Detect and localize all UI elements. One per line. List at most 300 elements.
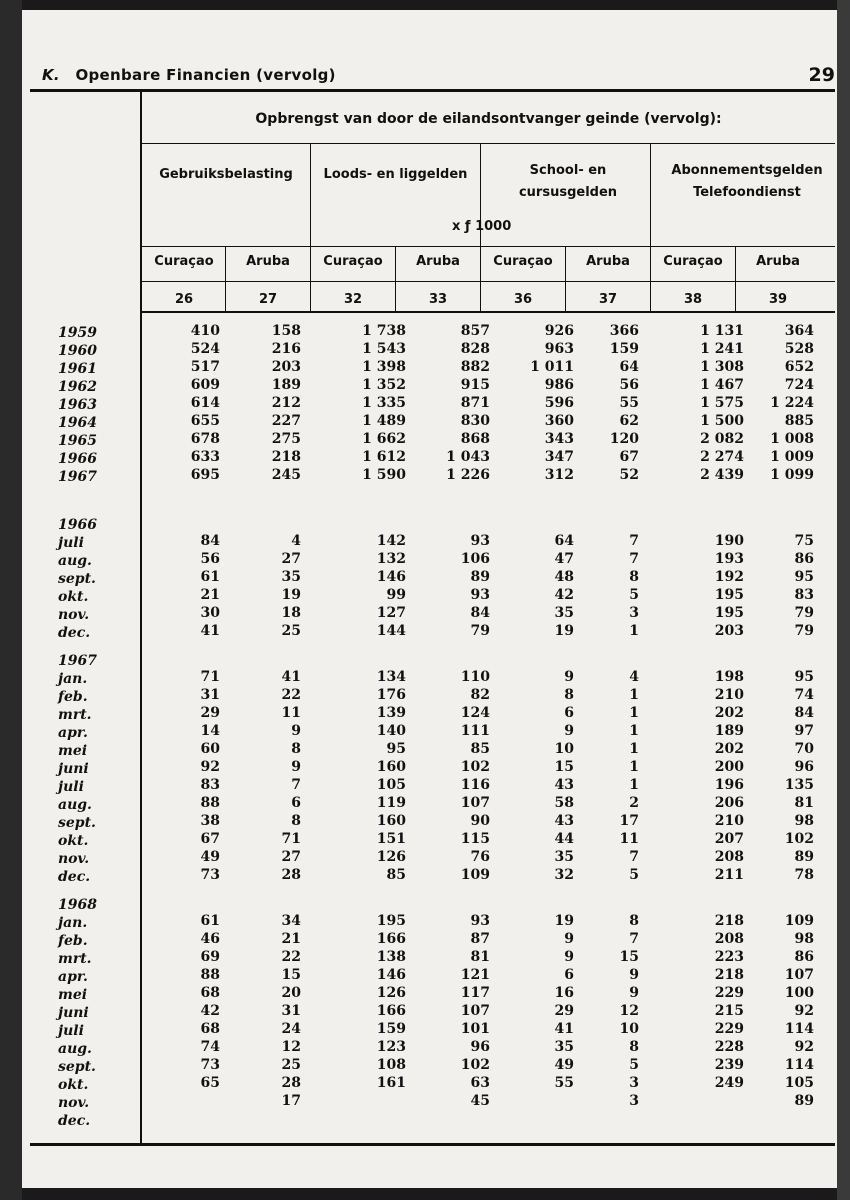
table-cell: 218	[714, 967, 744, 983]
table-cell: 229	[714, 1021, 744, 1037]
table-cell: 189	[271, 377, 301, 393]
row-label: dec.	[58, 869, 91, 885]
table-cell: 135	[784, 777, 814, 793]
table-cell: 208	[714, 849, 744, 865]
table-cell: 1 011	[530, 359, 574, 375]
table-cell: 216	[271, 341, 301, 357]
table-cell: 25	[281, 1057, 301, 1073]
table-cell: 96	[470, 1039, 490, 1055]
row-label: dec.	[58, 625, 91, 641]
table-cell: 146	[376, 967, 406, 983]
table-cell: 19	[281, 587, 301, 603]
table-cell: 81	[470, 949, 490, 965]
table-cell: 55	[619, 395, 639, 411]
table-cell: 963	[544, 341, 574, 357]
table-cell: 19	[554, 623, 574, 639]
row-label: 1966	[58, 517, 97, 533]
table-cell: 22	[281, 687, 301, 703]
table-cell: 67	[619, 449, 639, 465]
column-subheader: Curaçao	[154, 254, 214, 269]
table-cell: 1 489	[362, 413, 406, 429]
table-cell: 61	[200, 913, 220, 929]
table-cell: 1 352	[362, 377, 406, 393]
row-label: okt.	[58, 589, 89, 605]
table-cell: 142	[376, 533, 406, 549]
table-cell: 195	[714, 587, 744, 603]
table-cell: 7	[629, 849, 639, 865]
table-cell: 6	[291, 795, 301, 811]
row-label: 1963	[58, 397, 97, 413]
page-title: Openbare Financien (vervolg)	[75, 66, 336, 84]
row-label: okt.	[58, 833, 89, 849]
column-number: 37	[598, 292, 618, 307]
table-cell: 1 612	[362, 449, 406, 465]
table-cell: 1	[629, 705, 639, 721]
table-cell: 203	[271, 359, 301, 375]
table-cell: 17	[619, 813, 639, 829]
table-cell: 31	[200, 687, 220, 703]
table-cell: 92	[200, 759, 220, 775]
row-label: 1962	[58, 379, 97, 395]
table-cell: 41	[200, 623, 220, 639]
table-cell: 61	[200, 569, 220, 585]
table-cell: 27	[281, 849, 301, 865]
table-cell: 158	[271, 323, 301, 339]
table-cell: 93	[470, 587, 490, 603]
table-cell: 79	[470, 623, 490, 639]
table-cell: 207	[714, 831, 744, 847]
row-label: 1967	[58, 469, 97, 485]
row-label: 1966	[58, 451, 97, 467]
column-subheader: Curaçao	[663, 254, 723, 269]
column-number: 39	[768, 292, 788, 307]
table-cell: 139	[376, 705, 406, 721]
table-cell: 126	[376, 985, 406, 1001]
table-cell: 138	[376, 949, 406, 965]
table-cell: 2 439	[700, 467, 744, 483]
table-cell: 46	[200, 931, 220, 947]
table-cell: 11	[619, 831, 639, 847]
table-cell: 79	[794, 605, 814, 621]
table-cell: 189	[714, 723, 744, 739]
table-cell: 123	[376, 1039, 406, 1055]
table-title: Opbrengst van door de eilandsontvanger geinde (vervolg):	[255, 111, 722, 127]
page-number: 29	[808, 64, 835, 86]
table-cell: 364	[784, 323, 814, 339]
table-cell: 15	[281, 967, 301, 983]
table-cell: 38	[200, 813, 220, 829]
table-cell: 17	[281, 1093, 301, 1109]
table-cell: 208	[714, 931, 744, 947]
table-cell: 9	[564, 723, 574, 739]
title-rule	[142, 143, 835, 144]
row-label: mrt.	[58, 707, 92, 723]
table-cell: 609	[190, 377, 220, 393]
table-cell: 1 043	[446, 449, 490, 465]
table-cell: 98	[794, 931, 814, 947]
group-header-loods-liggelden: Loods- en liggelden	[323, 167, 468, 182]
row-label: dec.	[58, 1113, 91, 1129]
table-cell: 83	[794, 587, 814, 603]
table-cell: 115	[460, 831, 490, 847]
column-subheader: Aruba	[756, 254, 800, 269]
row-label: aug.	[58, 797, 92, 813]
table-cell: 245	[271, 467, 301, 483]
table-cell: 192	[714, 569, 744, 585]
table-cell: 229	[714, 985, 744, 1001]
table-cell: 75	[794, 533, 814, 549]
table-cell: 7	[629, 931, 639, 947]
table-cell: 724	[784, 377, 814, 393]
table-cell: 410	[190, 323, 220, 339]
row-label: juli	[58, 779, 84, 795]
row-label: sept.	[58, 571, 96, 587]
table-cell: 49	[554, 1057, 574, 1073]
table-cell: 2 082	[700, 431, 744, 447]
table-cell: 215	[714, 1003, 744, 1019]
book-spine	[0, 0, 22, 1200]
table-cell: 7	[629, 551, 639, 567]
table-cell: 1	[629, 623, 639, 639]
table-cell: 83	[200, 777, 220, 793]
row-label: 1965	[58, 433, 97, 449]
table-cell: 1 009	[770, 449, 814, 465]
table-cell: 92	[794, 1003, 814, 1019]
table-cell: 166	[376, 931, 406, 947]
table-cell: 203	[714, 623, 744, 639]
table-cell: 41	[554, 1021, 574, 1037]
table-cell: 4	[291, 533, 301, 549]
row-label: mei	[58, 987, 88, 1003]
section-prefix: K.	[42, 66, 60, 84]
table-cell: 84	[470, 605, 490, 621]
column-subheader: Curaçao	[323, 254, 383, 269]
table-cell: 35	[554, 849, 574, 865]
table-cell: 1 099	[770, 467, 814, 483]
row-label: juni	[58, 1005, 89, 1021]
table-cell: 97	[794, 723, 814, 739]
table-cell: 89	[794, 849, 814, 865]
row-label: 1960	[58, 343, 97, 359]
table-cell: 12	[281, 1039, 301, 1055]
table-cell: 108	[376, 1057, 406, 1073]
table-cell: 62	[619, 413, 639, 429]
table-cell: 16	[554, 985, 574, 1001]
table-cell: 90	[470, 813, 490, 829]
table-cell: 830	[460, 413, 490, 429]
table-cell: 84	[794, 705, 814, 721]
column-number: 27	[258, 292, 278, 307]
table-cell: 43	[554, 777, 574, 793]
table-cell: 63	[470, 1075, 490, 1091]
table-cell: 45	[470, 1093, 490, 1109]
top-rule	[30, 89, 835, 92]
table-cell: 218	[271, 449, 301, 465]
table-cell: 110	[460, 669, 490, 685]
table-cell: 109	[784, 913, 814, 929]
table-cell: 828	[460, 341, 490, 357]
table-cell: 14	[200, 723, 220, 739]
column-subheader: Aruba	[586, 254, 630, 269]
row-label: mrt.	[58, 951, 92, 967]
table-cell: 9	[291, 723, 301, 739]
row-label: juli	[58, 1023, 84, 1039]
table-cell: 107	[460, 1003, 490, 1019]
table-cell: 25	[281, 623, 301, 639]
table-cell: 1 543	[362, 341, 406, 357]
row-label: 1961	[58, 361, 97, 377]
table-cell: 524	[190, 341, 220, 357]
table-cell: 87	[470, 931, 490, 947]
table-cell: 206	[714, 795, 744, 811]
table-cell: 93	[470, 913, 490, 929]
table-cell: 9	[564, 931, 574, 947]
table-cell: 105	[784, 1075, 814, 1091]
table-cell: 82	[470, 687, 490, 703]
table-cell: 64	[554, 533, 574, 549]
table-cell: 8	[629, 913, 639, 929]
table-cell: 202	[714, 705, 744, 721]
table-cell: 5	[629, 587, 639, 603]
table-cell: 868	[460, 431, 490, 447]
table-cell: 71	[281, 831, 301, 847]
column-subheader: Curaçao	[493, 254, 553, 269]
table-cell: 117	[460, 985, 490, 1001]
table-cell: 58	[554, 795, 574, 811]
table-cell: 30	[200, 605, 220, 621]
table-cell: 86	[794, 949, 814, 965]
table-cell: 239	[714, 1057, 744, 1073]
table-cell: 4	[629, 669, 639, 685]
table-cell: 211	[714, 867, 744, 883]
row-label: jan.	[58, 671, 88, 687]
row-label: sept.	[58, 1059, 96, 1075]
table-cell: 1	[629, 687, 639, 703]
table-cell: 8	[291, 741, 301, 757]
table-cell: 76	[470, 849, 490, 865]
table-cell: 1	[629, 741, 639, 757]
table-cell: 160	[376, 813, 406, 829]
table-cell: 159	[609, 341, 639, 357]
table-cell: 9	[564, 949, 574, 965]
table-cell: 29	[200, 705, 220, 721]
table-cell: 857	[460, 323, 490, 339]
table-cell: 85	[470, 741, 490, 757]
table-cell: 100	[784, 985, 814, 1001]
table-cell: 92	[794, 1039, 814, 1055]
table-cell: 126	[376, 849, 406, 865]
table-cell: 43	[554, 813, 574, 829]
table-cell: 88	[200, 967, 220, 983]
row-label: nov.	[58, 607, 90, 623]
stub-divider	[140, 90, 142, 1145]
table-cell: 9	[564, 669, 574, 685]
table-cell: 73	[200, 867, 220, 883]
table-cell: 195	[714, 605, 744, 621]
column-number: 26	[174, 292, 194, 307]
table-cell: 986	[544, 377, 574, 393]
table-cell: 89	[470, 569, 490, 585]
table-cell: 176	[376, 687, 406, 703]
table-cell: 275	[271, 431, 301, 447]
group-divider	[650, 144, 651, 312]
table-cell: 107	[460, 795, 490, 811]
table-cell: 517	[190, 359, 220, 375]
table-cell: 9	[291, 759, 301, 775]
table-cell: 195	[376, 913, 406, 929]
page-header	[42, 66, 336, 84]
table-cell: 347	[544, 449, 574, 465]
table-cell: 3	[629, 1075, 639, 1091]
table-cell: 652	[784, 359, 814, 375]
row-label: aug.	[58, 1041, 92, 1057]
table-cell: 78	[794, 867, 814, 883]
column-number: 38	[683, 292, 703, 307]
column-number: 33	[428, 292, 448, 307]
table-cell: 81	[794, 795, 814, 811]
table-cell: 127	[376, 605, 406, 621]
table-cell: 6	[564, 705, 574, 721]
table-cell: 678	[190, 431, 220, 447]
table-cell: 1 398	[362, 359, 406, 375]
table-cell: 166	[376, 1003, 406, 1019]
row-label: apr.	[58, 725, 88, 741]
table-cell: 1 575	[700, 395, 744, 411]
table-cell: 15	[619, 949, 639, 965]
column-number: 36	[513, 292, 533, 307]
table-cell: 1 335	[362, 395, 406, 411]
table-cell: 882	[460, 359, 490, 375]
table-cell: 105	[376, 777, 406, 793]
table-cell: 93	[470, 533, 490, 549]
table-cell: 140	[376, 723, 406, 739]
table-cell: 528	[784, 341, 814, 357]
table-cell: 121	[460, 967, 490, 983]
table-cell: 312	[544, 467, 574, 483]
table-cell: 48	[554, 569, 574, 585]
table-cell: 8	[564, 687, 574, 703]
table-cell: 65	[200, 1075, 220, 1091]
row-label: jan.	[58, 915, 88, 931]
table-cell: 1 241	[700, 341, 744, 357]
table-cell: 366	[609, 323, 639, 339]
row-label: mei	[58, 743, 88, 759]
table-cell: 24	[281, 1021, 301, 1037]
table-cell: 249	[714, 1075, 744, 1091]
table-cell: 1 131	[700, 323, 744, 339]
table-cell: 95	[794, 569, 814, 585]
table-cell: 695	[190, 467, 220, 483]
table-cell: 73	[200, 1057, 220, 1073]
table-cell: 102	[784, 831, 814, 847]
table-cell: 3	[629, 605, 639, 621]
table-cell: 111	[460, 723, 490, 739]
table-cell: 89	[794, 1093, 814, 1109]
table-cell: 107	[784, 967, 814, 983]
column-subheader: Aruba	[416, 254, 460, 269]
table-cell: 1 500	[700, 413, 744, 429]
table-cell: 88	[200, 795, 220, 811]
row-label: apr.	[58, 969, 88, 985]
table-cell: 1	[629, 723, 639, 739]
table-cell: 134	[376, 669, 406, 685]
row-label: feb.	[58, 689, 88, 705]
row-label: juni	[58, 761, 89, 777]
table-cell: 144	[376, 623, 406, 639]
table-cell: 35	[554, 605, 574, 621]
table-cell: 28	[281, 867, 301, 883]
table-cell: 1 008	[770, 431, 814, 447]
table-cell: 18	[281, 605, 301, 621]
table-cell: 1 590	[362, 467, 406, 483]
row-label: okt.	[58, 1077, 89, 1093]
table-cell: 1	[629, 759, 639, 775]
table-cell: 74	[794, 687, 814, 703]
table-cell: 31	[281, 1003, 301, 1019]
table-cell: 29	[554, 1003, 574, 1019]
table-cell: 95	[794, 669, 814, 685]
row-label: 1964	[58, 415, 97, 431]
table-cell: 102	[460, 1057, 490, 1073]
table-cell: 8	[629, 569, 639, 585]
table-cell: 42	[554, 587, 574, 603]
table-cell: 124	[460, 705, 490, 721]
table-cell: 44	[554, 831, 574, 847]
table-cell: 7	[291, 777, 301, 793]
table-cell: 161	[376, 1075, 406, 1091]
row-label: 1967	[58, 653, 97, 669]
table-cell: 98	[794, 813, 814, 829]
table-cell: 47	[554, 551, 574, 567]
table-cell: 202	[714, 741, 744, 757]
document-page	[22, 10, 837, 1188]
column-subheader: Aruba	[246, 254, 290, 269]
table-cell: 360	[544, 413, 574, 429]
table-cell: 56	[619, 377, 639, 393]
table-cell: 22	[281, 949, 301, 965]
table-cell: 10	[554, 741, 574, 757]
table-cell: 5	[629, 1057, 639, 1073]
table-cell: 190	[714, 533, 744, 549]
group-header-abonnementsgelden: Abonnementsgelden Telefoondienst	[671, 163, 823, 200]
table-cell: 11	[281, 705, 301, 721]
table-cell: 68	[200, 985, 220, 1001]
table-cell: 343	[544, 431, 574, 447]
table-cell: 227	[271, 413, 301, 429]
table-cell: 116	[460, 777, 490, 793]
unit-label: x ƒ 1000	[452, 219, 512, 234]
row-label: aug.	[58, 553, 92, 569]
table-cell: 42	[200, 1003, 220, 1019]
table-cell: 146	[376, 569, 406, 585]
table-cell: 193	[714, 551, 744, 567]
table-cell: 10	[619, 1021, 639, 1037]
table-cell: 1 224	[770, 395, 814, 411]
table-cell: 1 467	[700, 377, 744, 393]
table-cell: 99	[386, 587, 406, 603]
colnum-rule	[142, 311, 835, 313]
table-cell: 871	[460, 395, 490, 411]
table-cell: 52	[619, 467, 639, 483]
table-cell: 109	[460, 867, 490, 883]
table-cell: 196	[714, 777, 744, 793]
row-label: 1959	[58, 325, 97, 341]
table-cell: 8	[629, 1039, 639, 1055]
row-label: feb.	[58, 933, 88, 949]
row-label: juli	[58, 535, 84, 551]
page-edge	[837, 0, 850, 1200]
row-label: nov.	[58, 1095, 90, 1111]
